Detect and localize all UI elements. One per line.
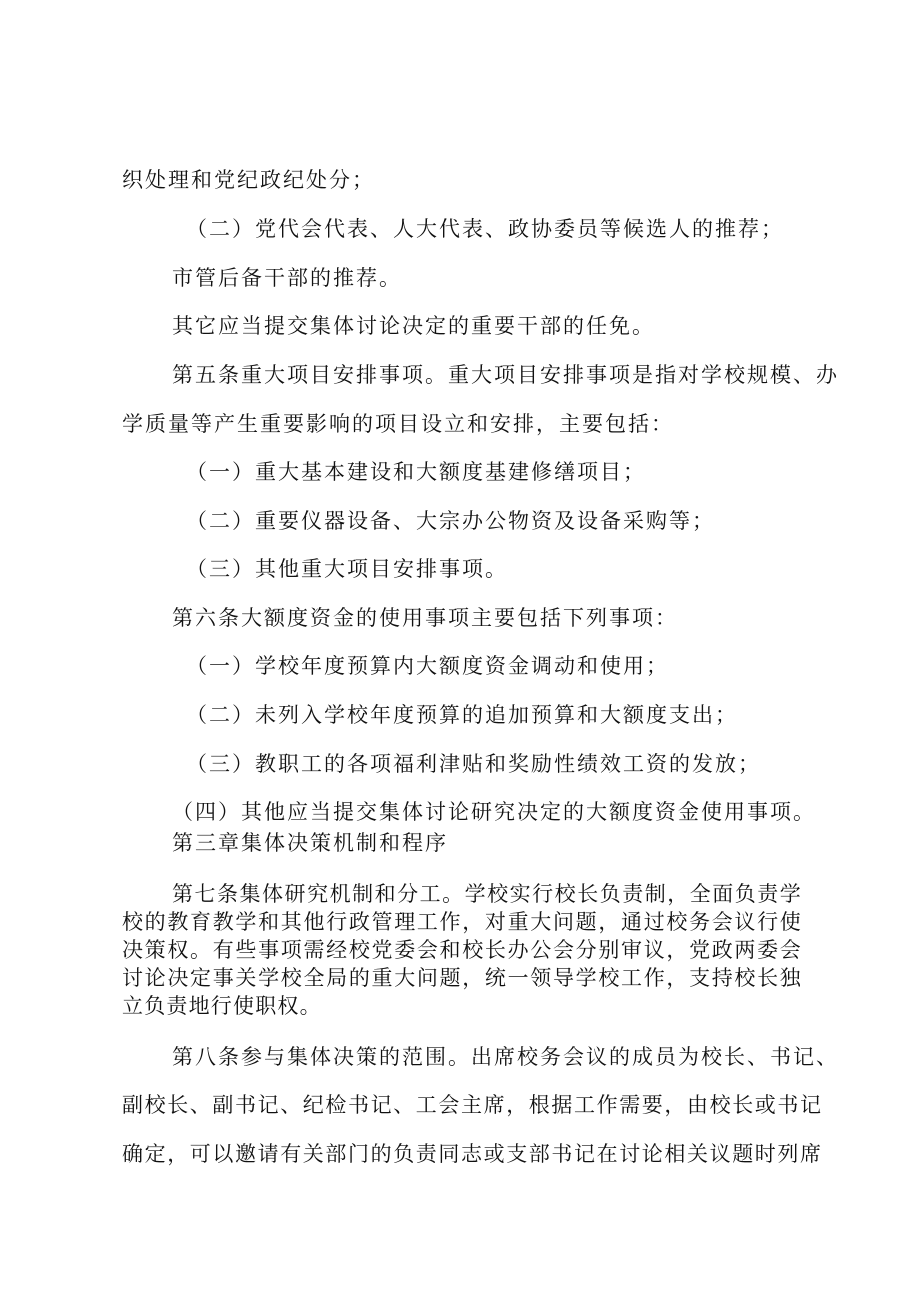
list-item: （二）党代会代表、人大代表、政协委员等候选人的推荐； xyxy=(186,217,784,241)
text-line: 织处理和党纪政纪处分； xyxy=(122,168,375,192)
article-6-heading: 第六条大额度资金的使用事项主要包括下列事项： xyxy=(172,606,678,630)
list-item: （一）重大基本建设和大额度基建修缮项目； xyxy=(186,460,646,484)
list-item: （四）其他应当提交集体讨论研究决定的大额度资金使用事项。 xyxy=(172,800,816,824)
list-item: （二）未列入学校年度预算的追加预算和大额度支出； xyxy=(186,703,738,727)
chapter-heading: 第三章集体决策机制和程序 xyxy=(172,831,448,855)
article-8-line: 确定，可以邀请有关部门的负责同志或支部书记在讨论相关议题时列席 xyxy=(122,1142,823,1166)
text-line: 其它应当提交集体讨论决定的重要干部的任免。 xyxy=(172,314,655,338)
text-line: 市管后备干部的推荐。 xyxy=(172,266,402,290)
article-7-paragraph xyxy=(122,880,802,1020)
list-item: （一）学校年度预算内大额度资金调动和使用； xyxy=(186,654,669,678)
article-7-text: 第七条集体研究机制和分工。学校实行校长负责制，全面负责学校的教育教学和其他行政管理工作，对重大问题，通过校务会议行使决策权。有些事项需经校党委会和校长办公会分别审议，党政两委会讨论决定事关学校全局的重大问题，统一领导学校工作，支持校长独立负责地行使职权。 xyxy=(122,882,802,1018)
text-line: 学质量等产生重要影响的项目设立和安排，主要包括： xyxy=(122,412,674,436)
article-8-line: 第八条参与集体决策的范围。出席校务会议的成员为校长、书记、 xyxy=(172,1045,839,1069)
article-5-heading: 第五条重大项目安排事项。重大项目安排事项是指对学校规模、办 xyxy=(172,363,839,387)
list-item: （二）重要仪器设备、大宗办公物资及设备采购等； xyxy=(186,509,715,533)
list-item: （三）教职工的各项福利津贴和奖励性绩效工资的发放； xyxy=(186,752,761,776)
list-item: （三）其他重大项目安排事项。 xyxy=(186,557,508,581)
article-8-line: 副校长、副书记、纪检书记、工会主席，根据工作需要，由校长或书记 xyxy=(122,1093,823,1117)
